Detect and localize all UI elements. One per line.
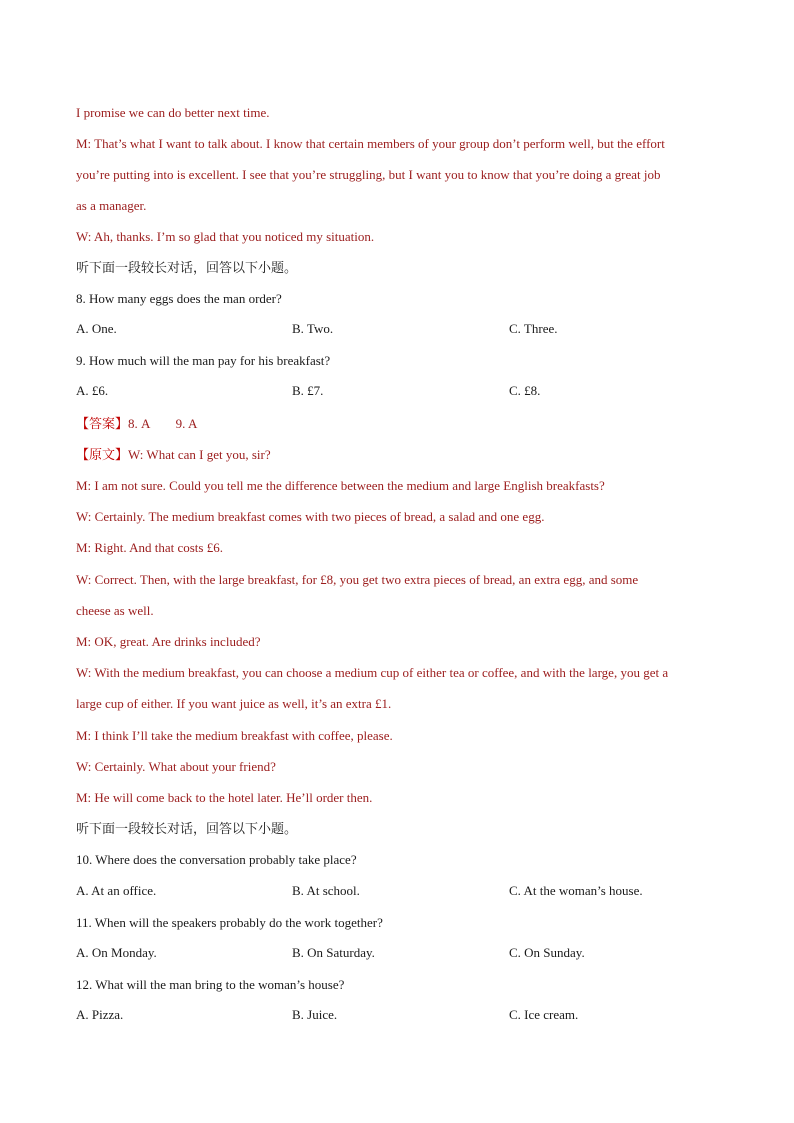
transcript-line: W: Ah, thanks. I’m so glad that you noticed my situation. (76, 229, 375, 244)
transcript-line: M: I am not sure. Could you tell me the difference between the medium and large English breakfasts? (76, 478, 605, 493)
transcript-line: M: He will come back to the hotel later. He’ll order then. (76, 790, 373, 805)
transcript-line: large cup of either. If you want juice as well, it’s an extra £1. (76, 696, 392, 711)
q12-option-b: B. Juice. (292, 1007, 338, 1022)
transcript-tag: 【原文】 (76, 447, 129, 462)
transcript-line: M: Right. And that costs £6. (76, 540, 223, 555)
transcript-line: W: With the medium breakfast, you can choose a medium cup of either tea or coffee, and with the large, you get a (76, 665, 669, 680)
q8-option-b: B. Two. (292, 321, 334, 336)
transcript-line: M: That’s what I want to talk about. I know that certain members of your group don’t perform well, but the effort (76, 136, 665, 151)
transcript-line (76, 446, 718, 464)
transcript-line: cheese as well. (76, 603, 154, 618)
section-heading: 听下面一段较长对话，回答以下小题。 (76, 821, 298, 836)
transcript-line: W: Correct. Then, with the large breakfast, for £8, you get two extra pieces of bread, an extra egg, and some (76, 572, 639, 587)
q12-option-a: A. Pizza. (76, 1007, 124, 1022)
transcript-line: you’re putting into is excellent. I see that you’re struggling, but I want you to know that you’re doing a great job (76, 167, 661, 182)
answer-line (76, 415, 718, 433)
q12-option-c: C. Ice cream. (509, 1007, 579, 1022)
q11-option-b: B. On Saturday. (292, 945, 375, 960)
question-11: 11. When will the speakers probably do the work together? (76, 915, 383, 930)
q11-option-c: C. On Sunday. (509, 945, 585, 960)
transcript-line: W: Certainly. The medium breakfast comes with two pieces of bread, a salad and one egg. (76, 509, 545, 524)
question-8: 8. How many eggs does the man order? (76, 291, 282, 306)
question-10: 10. Where does the conversation probably take place? (76, 852, 357, 867)
q9-option-b: B. £7. (292, 383, 324, 398)
q9-option-a: A. £6. (76, 383, 109, 398)
q8-option-a: A. One. (76, 321, 117, 336)
transcript-line: M: OK, great. Are drinks included? (76, 634, 261, 649)
q9-option-c: C. £8. (509, 383, 541, 398)
transcript-line: W: Certainly. What about your friend? (76, 759, 276, 774)
transcript-text: W: What can I get you, sir? (128, 447, 271, 462)
answer-tag: 【答案】 (76, 416, 129, 431)
transcript-line: as a manager. (76, 198, 147, 213)
section-heading: 听下面一段较长对话，回答以下小题。 (76, 260, 298, 275)
q10-option-a: A. At an office. (76, 883, 157, 898)
transcript-line: I promise we can do better next time. (76, 105, 270, 120)
q10-option-c: C. At the woman’s house. (509, 883, 643, 898)
q10-option-b: B. At school. (292, 883, 360, 898)
transcript-line: M: I think I’ll take the medium breakfast with coffee, please. (76, 728, 393, 743)
question-9: 9. How much will the man pay for his breakfast? (76, 353, 331, 368)
answer-text: 8. A 9. A (128, 416, 198, 431)
q8-option-c: C. Three. (509, 321, 558, 336)
q11-option-a: A. On Monday. (76, 945, 157, 960)
question-12: 12. What will the man bring to the woman’s house? (76, 977, 345, 992)
